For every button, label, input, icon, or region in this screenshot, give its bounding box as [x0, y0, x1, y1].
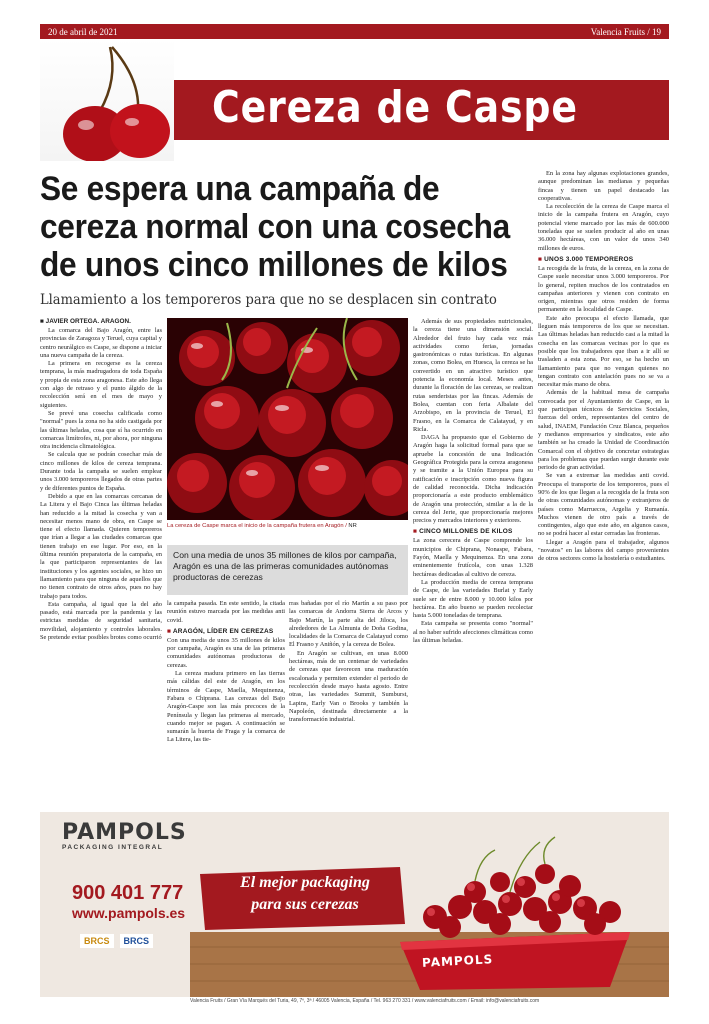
paragraph: La producción media de cereza temprana de Caspe, de las variedades Burlat y Early suele ser de entre 8.000 y 10.000 kilos por hectárea. En año bueno se pueden recolectar hasta 5.000 toneladas de temprana.	[413, 578, 533, 620]
article-subheadline: Llamamiento a los temporeros para que no se desplacen sin contrato	[40, 292, 497, 308]
paragraph: Esta campaña se presenta como "normal" al no haber sufrido afecciones climáticas como las últimas heladas.	[413, 620, 533, 644]
paragraph: La recogida de la fruta, de la cereza, en la zona de Caspe suele necesitar unos 3.000 temporeros. Por lo general, repiten muchos de los contratados en campañas anteriores y vienen con contrato en origen, mientras que otros residen de forma permanente en la localidad de Caspe.	[538, 264, 669, 314]
byline: ■ JAVIER ORTEGA. ARAGÓN.	[40, 318, 131, 325]
article-headline: Se espera una campaña de cereza normal con una cosecha de unos cinco millones de kilos	[40, 170, 510, 284]
box-brand-label: PAMPOLS	[421, 952, 494, 970]
paragraph: Se prevé una cosecha calificada como "normal" pues la zona no ha sido castigada por las últimas heladas, cosa que sí ha ocurrido en comarcas limítrofes, ni, por ahora, por ninguna otra incidencia climatológica.	[40, 409, 162, 451]
paragraph: la campaña pasada. En este sentido, la citada reunión estuvo marcada por las medidas anti covid.	[167, 600, 285, 624]
article-column-4	[413, 318, 533, 806]
paragraph: DAGA ha propuesto que el Gobierno de Aragón haga la solicitud formal para que se apruebe la concesión de una Indicación Geográfica Protegida para la cereza aragonesa y se tramite a la Unión Europea para su ratificación e inscripción como nueva figura de calidad reconocida. Dicha indicación proporcionaría a este producto emblemático de Aragón una protección, similar a la de la cereza del Jerte, que proporcionaría mejores precios y mercados interiores y exteriores.	[413, 434, 533, 525]
brc-badge: BRCS	[80, 934, 114, 948]
certification-badges	[80, 934, 153, 948]
page-footer: Valencia Fruits / Gran Vía Marqués del Turia, 49, 7º, 3ª / 46005 Valencia, España / Tel. 963 270 331 / www.valenciafruits.com / Email: info@valenciafruits.com	[190, 998, 540, 1004]
paragraph: Además de sus propiedades nutricionales, la cereza tiene una dimensión social. Alrededor del fruto hay cada vez más actividades como ferias, jornadas gastronómicas o rutas turísticas. En algunas zonas, como Bolea, en Huesca, la cereza se ha convertido en un atractivo turístico que potencia la economía local. Meses antes, durante la floración de las cerezas, se realizan rutas senderistas por las fincas. Además de Bolea, cuentan con feria Albalate del Arzobispo, en la provincia de Teruel, El Frasno, en la Comarca de Calatayud, y en Ricla.	[413, 318, 533, 433]
paragraph: En Aragón se cultivan, en unas 8.000 hectáreas, más de un centenar de variedades de cerezas que favorecen una maduración escalonada y permiten extender el periodo de recolección desde mayo hasta agosto. Entre otras, las variedades Summit, Sumburst, Lapins, Early Van o Brooks y también la Napoleón, destinada directamente a la transformación industrial.	[289, 649, 408, 724]
ad-website[interactable]: www.pampols.es	[72, 905, 186, 921]
cherries-photo	[167, 318, 408, 520]
article-column-3	[289, 600, 408, 806]
paragraph: Además de la habitual mesa de campaña convocada por el Ayuntamiento de Caspe, en la que participan técnicos de Servicios Sociales, fuerzas del orden, representantes del centro de salud, INAEM, Fundación Cruz Blanca, pequeños y medianos empresarios y sindicatos, este año también se ha creado la Unidad de Coordinación Comarcal con el objetivo de concretar estrategias para los problemas que puedan surgir durante este periodo de gran actividad.	[538, 389, 669, 472]
paragraph: En la zona hay algunas explotaciones grandes, aunque predominan las medianas y pequeñas fincas y tienen un papel destacado las cooperativas.	[538, 170, 669, 202]
pull-quote: Con una media de unos 35 millones de kilos por campaña, Aragón es una de las primeras comunidades autónomas productoras de cerezas	[167, 545, 408, 595]
paragraph: rras bañadas por el río Martín a su paso por las comarcas de Andorra Sierra de Arcos y Bajo Martín, la parte alta del Jiloca, los alrededores de La Almunia de Doña Godina, localidades de la Comarca de Calatayud como El Frasno y Aniñón, y la cereza de Bolea.	[289, 600, 408, 649]
paragraph: La recolección de la cereza de Caspe marca el inicio de la campaña frutera en Aragón, cuyo potencial viene marcado por las más de 600.000 toneladas que se suelen producir al año en unas 36.000 hectáreas, con un valor de unos 340 millones de euros.	[538, 203, 669, 252]
ad-phone[interactable]: 900 401 777	[72, 882, 184, 904]
paragraph: La cereza madura primero en las tierras más cálidas del este de Aragón, en los términos de Caspe, Maella, Mequinenza, Fabara o Chiprana. Las cerezas del Bajo Aragón-Caspe son las más precoces de la Península y llegan las primeras al mercado, cuando mejor se pagan. A continuación se sumarán la huerta de Fraga y la comarca de La Litera, las tie-	[167, 670, 285, 744]
paragraph: La primera en recogerse es la cereza temprana, la más madrugadora de toda España y propia de esta zona aragonesa. Este año llega con algo de retraso y el punto álgido de la recolección será en el mes de mayo y siguientes.	[40, 360, 162, 409]
paragraph: La zona cerecera de Caspe comprende los municipios de Chiprana, Nonaspe, Fabara, Fayón, Maella y Mequinenza. En una zona eminentemente frutícola, con unas 1.328 hectáreas dedicadas al cultivo de cereza.	[413, 537, 533, 578]
ad-logo[interactable]	[62, 820, 212, 851]
subheading-cinco-millones: ■ CINCO MILLONES DE KILOS	[413, 528, 513, 536]
ad-slogan: El mejor packaging para sus cerezas	[240, 874, 370, 913]
banner-title: Cereza de Caspe	[212, 82, 578, 133]
paragraph: Llegar a Aragón para el trabajador, algunos "novatos" en las labores del campo provenientes de otros sectores como la hostelería o estudiantes.	[538, 538, 669, 563]
paragraph: Se calcula que se podrán cosechar más de cinco millones de kilos de cereza temprana. Durante toda la campaña se suelen emplear unos 3.000 temporeros llegados de otras partes y de diferentes puntos de España.	[40, 451, 162, 492]
paragraph: Con una media de unos 35 millones de kilos por campaña, Aragón es una de las primeras comunidades autónomas productoras de cerezas.	[167, 636, 285, 669]
paragraph: Esta campaña, al igual que la del año pasado, está marcada por la pandemia y las estrictas medidas de seguridad sanitaria, movilidad, alojamiento y controles laborales. Se pretende evitar posibles brotes como ocurrió	[40, 600, 162, 641]
article-column-2	[167, 600, 285, 806]
photo-caption: La cereza de Caspe marca el inicio de la campaña frutera en Aragón / NR	[167, 523, 357, 529]
subheading-aragon-lider: ■ ARAGÓN, LÍDER EN CEREZAS	[167, 627, 274, 635]
page-header-bar	[40, 24, 669, 39]
cherry-banner-image	[40, 39, 174, 161]
subheading-temporeros: ■ UNOS 3.000 TEMPOREROS	[538, 255, 634, 263]
paragraph: Este año preocupa el efecto llamada, que lleguen más temporeros de los que se necesitan. Las últimas heladas han reducido casi a la mitad la cosecha en las comarcas vecinas por lo que es posible que los trabajadores que iban a ir allí se trasladen a esta zona. Por eso, se ha hecho un llamamiento para que no vengan quienes no tengan contrato con antelación pues no se va a necesitar más mano de obra.	[538, 314, 669, 389]
paragraph: La comarca del Bajo Aragón, entre las provincias de Zaragoza y Teruel, cuya capital y centro neurálgico es Caspe, se dispone a iniciar una nueva campaña de la cereza.	[40, 327, 162, 359]
paragraph: Debido a que en las comarcas cercanas de La Litera y el Bajo Cinca las últimas heladas han reducido a la mitad la cosecha y van a necesitar menos mano de obra, en Caspe se tiene el efecto llamada. Quieren temporeros que irían a llegar a las ciudades comarcas que tienen trabajo en ese lugar. Por eso, en la última reunión preparatoria de la campaña, en la que participaron representantes de las instituciones y los agentes sociales, se hizo un llamamiento para que ninguna de aquellos que no tienen contrato de otros años, pues no hay trabajo para todos.	[40, 492, 162, 600]
brand-name: PAMPOLS	[62, 820, 187, 845]
brand-tagline: PACKAGING INTEGRAL	[62, 844, 164, 851]
issue-date: 20 de abril de 2021	[48, 26, 118, 37]
brc-badge: BRCS	[120, 934, 154, 948]
section-page: Valencia Fruits / 19	[590, 26, 661, 37]
paragraph: Se van a extremar las medidas anti covid. Preocupa el transporte de los temporeros, pues el 90% de los que llegan a la recogida de la fruta son de otras comunidades autónomas y extranjeros de países como Marruecos, Argelia y Rumanía. Muchos vienen de otro país a través de contingentes, algo que este año, en algunos casos, no se podrá hacer al estar cerradas las fronteras.	[538, 472, 669, 538]
article-column-5	[538, 170, 669, 806]
pampols-advertisement[interactable]	[40, 812, 669, 997]
article-column-1	[40, 318, 162, 806]
